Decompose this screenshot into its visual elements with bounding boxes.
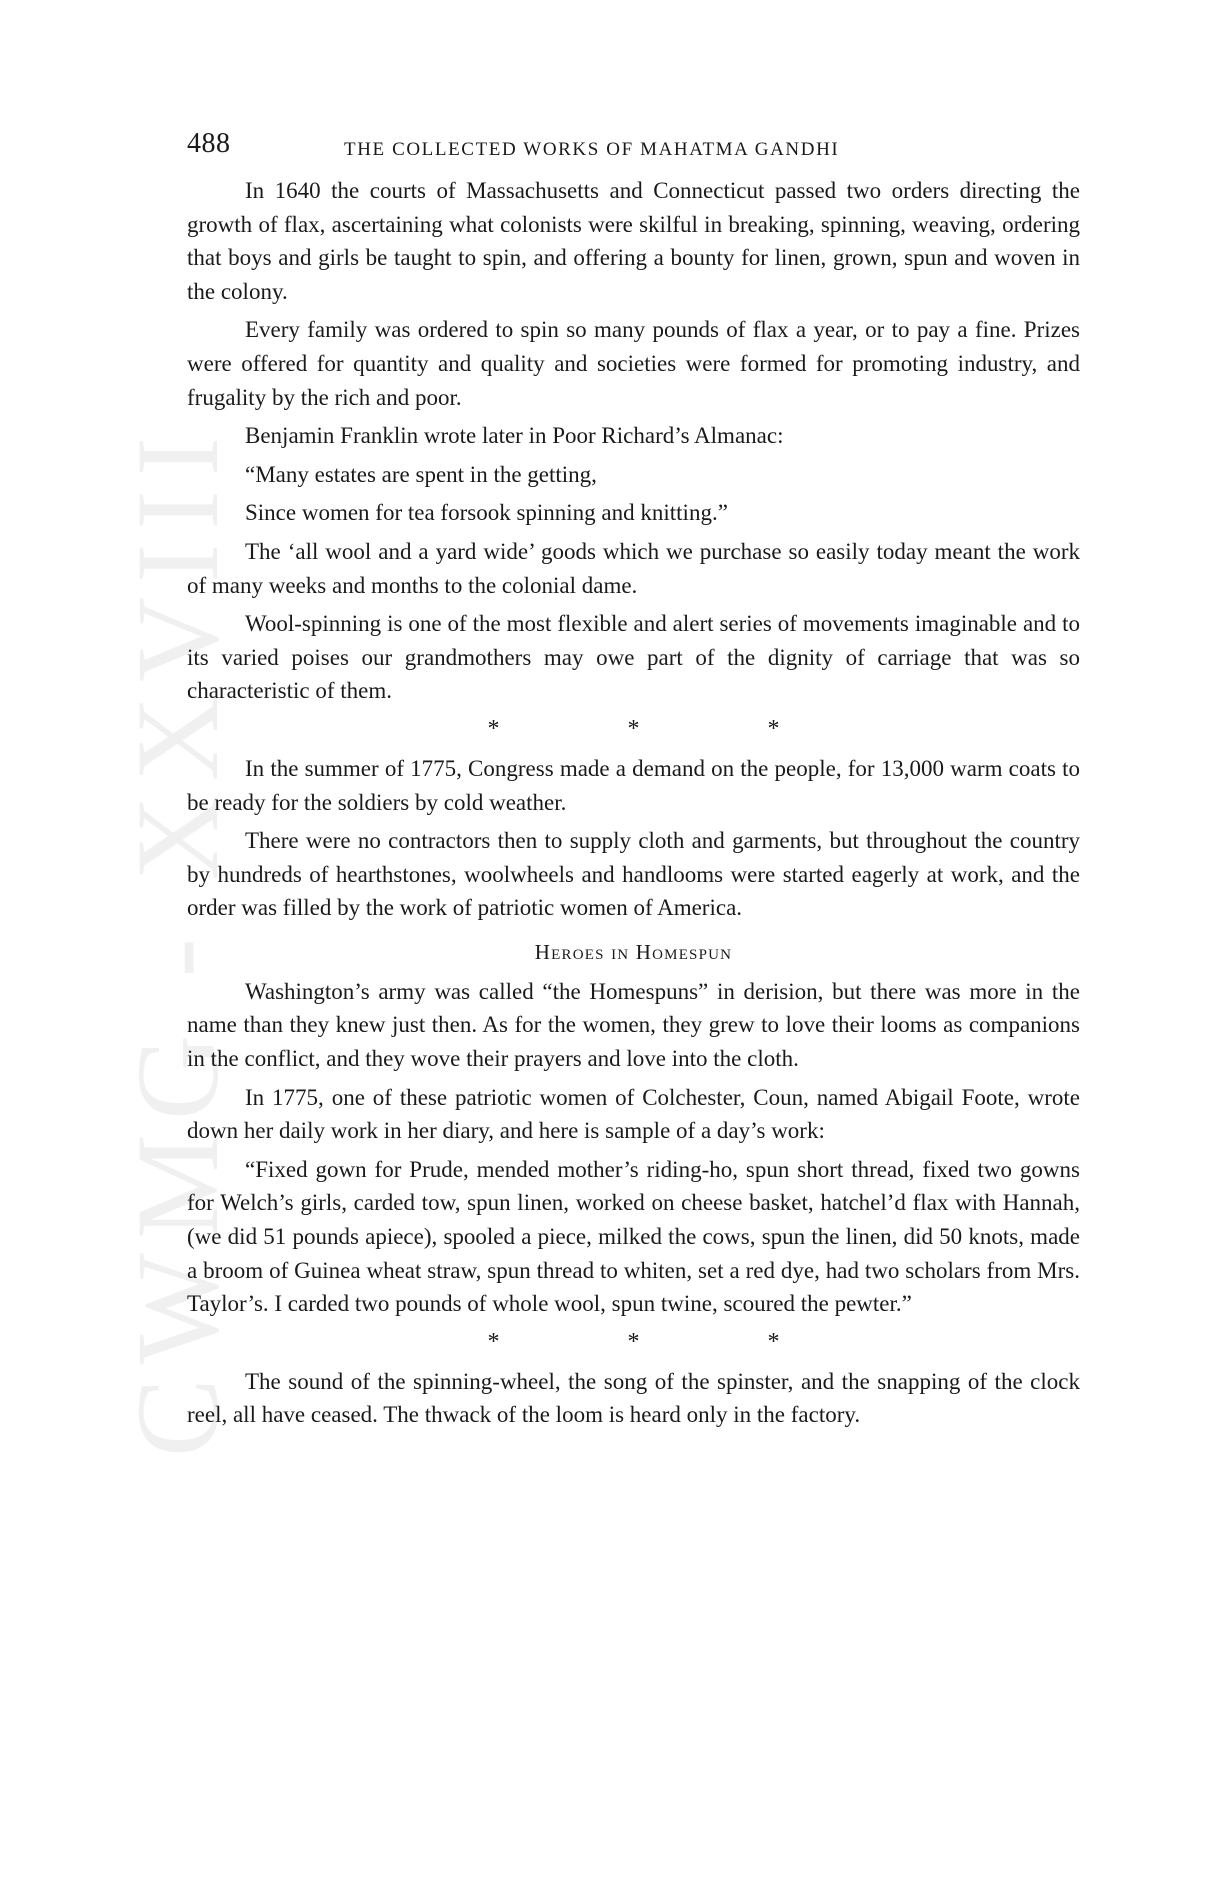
paragraph: Washington’s army was called “the Homespuns” in derision, but there was more in the name than they knew just then. As for the women, they grew to love their looms as companions in the conflict, and they wove their prayers and love into the cloth.: [187, 978, 1080, 1072]
page-number: 488: [187, 128, 231, 159]
paragraph: “Fixed gown for Prude, mended mother’s riding-ho, spun short thread, fixed two gowns for Welch’s girls, carded tow, spun linen, worked on cheese basket, hatchel’d flax with Hannah, (we did 51 pounds apiece), spooled a piece, milked the cows, spun the linen, did 50 knots, made a broom of Guinea wheat straw, spun thread to whiten, set a red dye, had two scholars from Mrs. Taylor’s. I carded two pounds of whole wool, spun twine, scoured the pewter.”: [187, 1156, 1080, 1317]
page: [187, 128, 1080, 1437]
page-header: [187, 128, 1080, 168]
section-separator: [187, 1326, 1080, 1360]
separator-asterisk: *: [487, 1329, 500, 1356]
quote-line: “Many estates are spent in the getting,: [245, 461, 597, 487]
paragraph: The sound of the spinning-wheel, the song of the spinster, and the snapping of the clock reel, all have ceased. The thwack of the loom is heard only in the factory.: [187, 1368, 1080, 1428]
quote-line: Since women for tea forsook spinning and knitting.”: [245, 500, 728, 526]
paragraph: In 1775, one of these patriotic women of Colchester, Coun, named Abigail Foote, wrote down her daily work in her diary, and here is sample of a day’s work:: [187, 1084, 1080, 1144]
body-text: [187, 174, 1080, 1432]
paragraph: Every family was ordered to spin so many pounds of flax a year, or to pay a fine. Prizes were offered for quantity and quality and societies were formed for promoting industry, and frugality by the rich and poor.: [187, 317, 1080, 410]
paragraph: In the summer of 1775, Congress made a demand on the people, for 13,000 warm coats to be ready for the soldiers by cold weather.: [187, 755, 1080, 815]
separator-asterisk: *: [767, 716, 780, 743]
section-separator: [187, 713, 1080, 747]
section-heading: Heroes in Homespun: [534, 939, 733, 964]
running-head: THE COLLECTED WORKS OF MAHATMA GANDHI: [344, 139, 840, 160]
paragraph: The ‘all wool and a yard wide’ goods which we purchase so easily today meant the work of many weeks and months to the colonial dame.: [187, 538, 1080, 598]
paragraph: There were no contractors then to supply cloth and garments, but throughout the country by hundreds of hearthstones, woolwheels and handlooms were started eagerly at work, and the order was filled by the work of patriotic women of America.: [187, 828, 1080, 921]
paragraph: Wool-spinning is one of the most flexible and alert series of movements imaginable and to its varied poises our grandmothers may owe part of the dignity of carriage that was so characteristic of them.: [187, 611, 1080, 704]
separator-asterisk: *: [487, 716, 500, 743]
quote-line: Benjamin Franklin wrote later in Poor Richard’s Almanac:: [245, 423, 784, 449]
separator-asterisk: *: [627, 716, 640, 743]
paragraph: In 1640 the courts of Massachusetts and Connecticut passed two orders directing the growth of flax, ascertaining what colonists were skilful in breaking, spinning, weaving, ordering that boys and girls be taught to spin, and offering a bounty for linen, grown, spun and woven in the colony.: [187, 178, 1080, 304]
separator-asterisk: *: [767, 1329, 780, 1356]
watermark-text: CWMG - XXVIII: [112, 422, 244, 1458]
separator-asterisk: *: [627, 1329, 640, 1356]
